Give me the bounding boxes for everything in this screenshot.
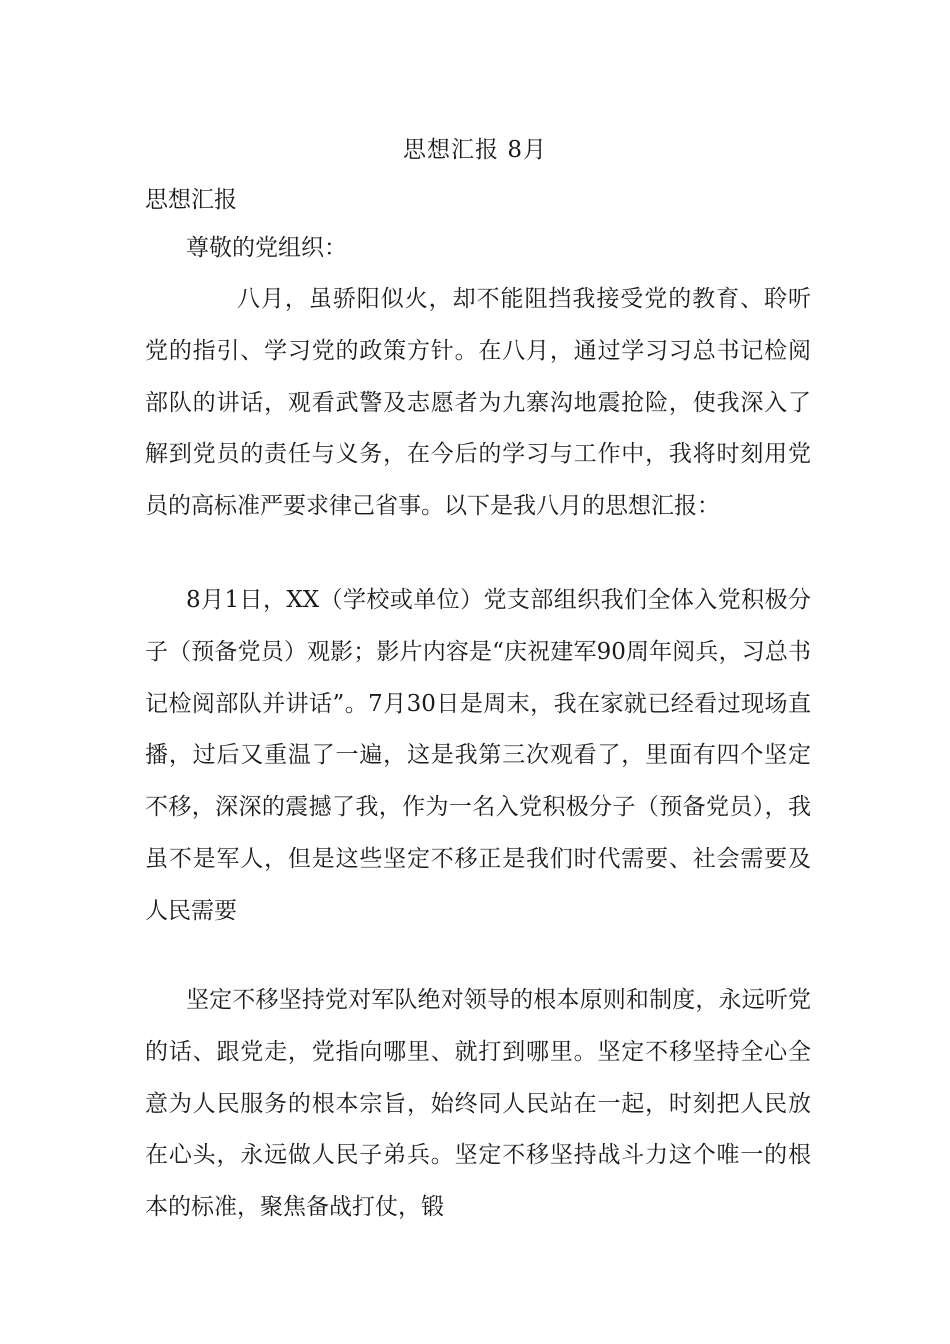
document-title: 思想汇报 8月	[403, 137, 547, 163]
paragraph-intro: 八月，虽骄阳似火，却不能阻挡我接受党的教育、聆听党的指引、学习党的政策方针。在八月，通过学习习总书记检阅部队的讲话，观看武警及志愿者为九寨沟地震抢险，使我深入了解到党员的责任与义务，在今后的学习与工作中，我将时刻用党员的高标准严要求律己省事。以下是我八月的思想汇报：	[145, 286, 811, 520]
paragraph-four-commitments: 坚定不移坚持党对军队绝对领导的根本原则和制度，永远听党的话、跟党走，党指向哪里、就打到哪里。坚定不移坚持全心全意为人民服务的根本宗旨，始终同人民站在一起，时刻把人民放在心头，永远做人民子弟兵。坚定不移坚持战斗力这个唯一的根本的标准，聚焦备战打仗，锻	[145, 987, 811, 1221]
document-heading: 思想汇报	[145, 187, 237, 213]
salutation: 尊敬的党组织：	[186, 235, 347, 261]
paragraph-august-first: 8月1日，XX（学校或单位）党支部组织我们全体入党积极分子（预备党员）观影；影片内容是“庆祝建军90周年阅兵，习总书记检阅部队并讲话”。7月30日是周末，我在家就已经看过现场直播，过后又重温了一遍，这是我第三次观看了，里面有四个坚定不移，深深的震撼了我，作为一名入党积极分子（预备党员），我虽不是军人，但是这些坚定不移正是我们时代需要、社会需要及人民需要	[145, 587, 811, 924]
